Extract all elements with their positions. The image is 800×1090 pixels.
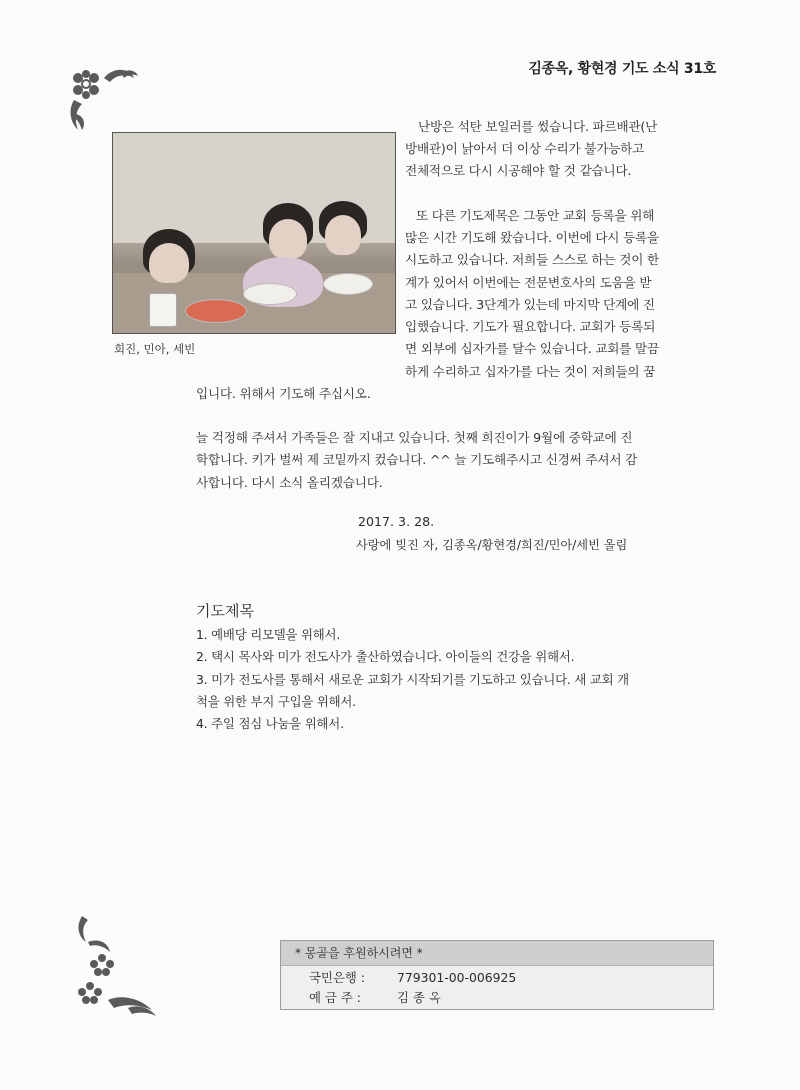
photo-caption: 희진, 민아, 세빈 xyxy=(114,342,196,356)
donation-heading: * 몽골을 후원하시려면 * xyxy=(281,941,713,966)
text-line: 사합니다. 다시 소식 올리겠습니다. xyxy=(196,474,383,490)
list-item: 4. 주일 점심 나눔을 위해서. xyxy=(196,716,344,732)
text-line: 또 다른 기도제목은 그동안 교회 등록을 위해 xyxy=(416,208,655,223)
text-line: 많은 시간 기도해 왔습니다. 이번에 다시 등록을 xyxy=(405,230,659,245)
paragraph-family-news xyxy=(196,427,637,494)
prayer-requests-list xyxy=(196,624,629,735)
text-line: 시도하고 있습니다. 저희들 스스로 하는 것이 한 xyxy=(405,252,659,268)
text-line: 면 외부에 십자가를 달수 있습니다. 교회를 말끔 xyxy=(405,341,659,357)
paragraph-registration-end xyxy=(196,383,371,405)
holder-label: 예 금 주 : xyxy=(309,990,361,1005)
list-item: 1. 예배당 리모델을 위해서. xyxy=(196,627,341,642)
paragraph-heating-cont xyxy=(405,138,644,183)
paragraph-heating xyxy=(418,116,657,138)
text-line: 늘 걱정해 주셔서 가족들은 잘 지내고 있습니다. 첫째 희진이가 9월에 중학교에 진 xyxy=(196,430,633,445)
floral-ornament-icon xyxy=(64,64,144,142)
bank-label: 국민은행 : xyxy=(309,970,365,985)
prayer-requests-title: 기도제목 xyxy=(196,602,254,620)
paragraph-registration-cont xyxy=(405,227,659,383)
text-line: 학합니다. 키가 벌써 제 코밑까지 컸습니다. ^^ 늘 기도해주시고 신경써 주셔서 감 xyxy=(196,452,638,468)
bank-account-row xyxy=(281,968,713,988)
text-line: 방배관)이 낡아서 더 이상 수리가 불가능하고 xyxy=(405,141,645,156)
account-holder-row xyxy=(281,988,713,1008)
text-line: 계가 있어서 이번에는 전문변호사의 도움을 받 xyxy=(405,274,652,290)
family-photo xyxy=(112,132,396,334)
text-line: 전체적으로 다시 시공해야 할 것 같습니다. xyxy=(405,163,632,179)
text-line: 고 있습니다. 3단계가 있는데 마지막 단계에 진 xyxy=(405,296,655,312)
account-holder-name: 김 종 옥 xyxy=(397,990,441,1005)
letter-signature: 사랑에 빚진 자, 김종옥/황현경/희진/민아/세빈 올림 xyxy=(356,538,628,552)
text-line: 입했습니다. 기도가 필요합니다. 교회가 등록되 xyxy=(405,319,656,335)
text-line: 난방은 석탄 보일러를 썼습니다. 파르배관(난 xyxy=(418,119,658,134)
list-item: 3. 미가 전도사를 통해서 새로운 교회가 시작되기를 기도하고 있습니다. 새 교회 개 xyxy=(196,671,629,687)
floral-ornament-icon xyxy=(68,912,160,1022)
donation-info-box xyxy=(280,940,714,1010)
bank-account-number: 779301-00-006925 xyxy=(397,970,517,985)
list-item: 2. 택시 목사와 미가 전도사가 출산하였습니다. 아이들의 건강을 위해서. xyxy=(196,649,575,665)
letter-date: 2017. 3. 28. xyxy=(358,514,435,529)
newsletter-title: 김종옥, 황현경 기도 소식 31호 xyxy=(528,61,716,77)
list-item: 척을 위한 부지 구입을 위해서. xyxy=(196,693,356,709)
text-line: 하게 수리하고 십자가를 다는 것이 저희들의 꿈 xyxy=(405,363,656,379)
text-line: 입니다. 위해서 기도해 주십시오. xyxy=(196,386,371,401)
paragraph-registration xyxy=(416,205,654,227)
